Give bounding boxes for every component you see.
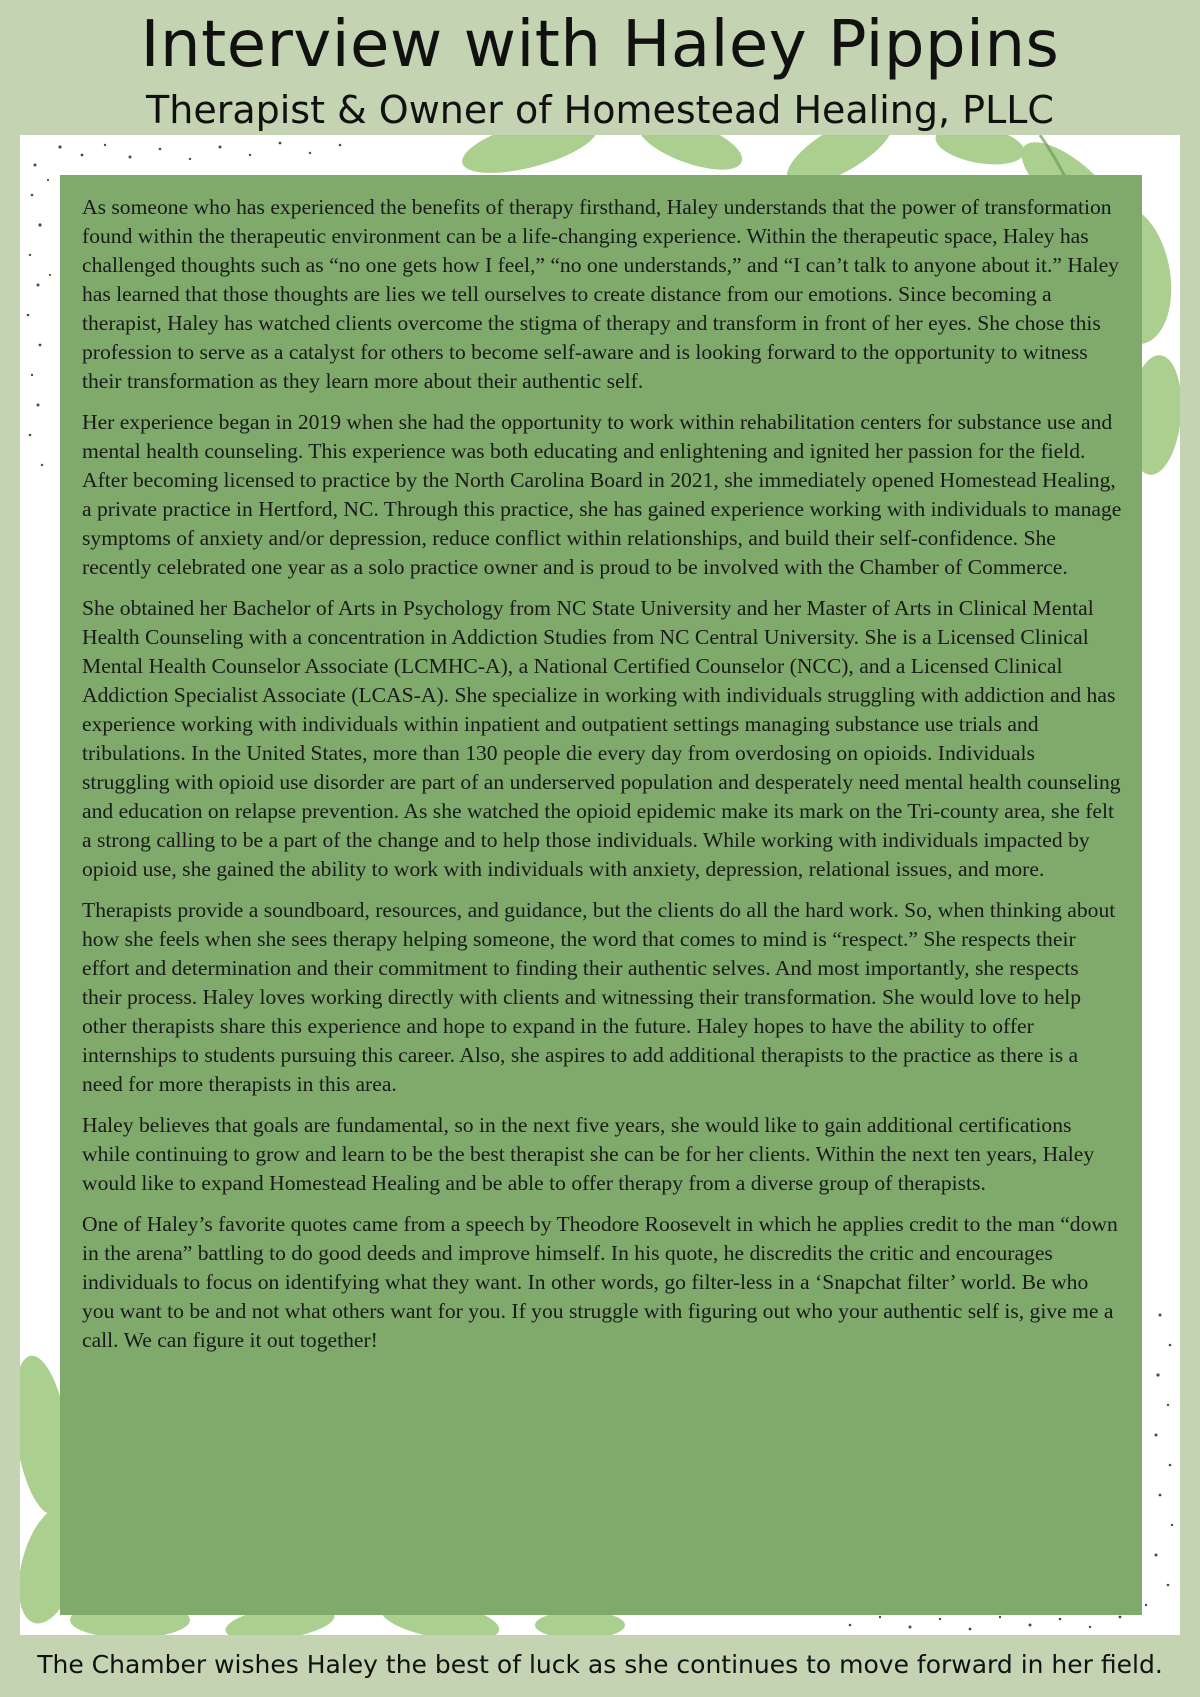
article-paragraph-2: Her experience began in 2019 when she had the opportunity to work within rehabilitation centers for substance use and mental health counseling. This experience was both educating and enlightening and ignited her passion for the field. After becoming licensed to practice by the North Carolina Board in 2021, she immediately opened Homestead Healing, a private practice in Hertford, NC. Through this practice, she has gained experience working with individuals to manage symptoms of anxiety and/or depression, reduce conflict within relationships, and build their self-confidence. She recently celebrated one year as a solo practice owner and is proud to be involved with the Chamber of Commerce. (82, 410, 1122, 579)
article-text-box (60, 175, 1142, 1615)
article-paragraph-1: As someone who has experienced the benefits of therapy firsthand, Haley understands that the power of transformation found within the therapeutic environment can be a life-changing experience. Within the therapeutic space, Haley has challenged thoughts such as “no one gets how I feel,” “no one understands,” and “I can’t talk to anyone about it.” Haley has learned that those thoughts are lies we tell ourselves to create distance from our emotions. Since becoming a therapist, Haley has watched clients overcome the stigma of therapy and transform in front of her eyes. She chose this profession to serve as a catalyst for others to become self-aware and is looking forward to the opportunity to witness their transformation as they learn more about their authentic self. (82, 195, 1119, 393)
article-panel (20, 135, 1180, 1635)
page-subtitle: Therapist & Owner of Homestead Healing, PLLC (146, 88, 1054, 132)
page-title: Interview with Haley Pippins (140, 8, 1060, 82)
article-paragraph-5: Haley believes that goals are fundamental, so in the next five years, she would like to gain additional certifications while continuing to grow and learn to be the best therapist she can be for her clients. Within the next ten years, Haley would like to expand Homestead Healing and be able to offer therapy from a diverse group of therapists. (82, 1113, 1095, 1195)
footer-message: The Chamber wishes Haley the best of luck as she continues to move forward in her field. (37, 1650, 1163, 1679)
article-paragraph-3: She obtained her Bachelor of Arts in Psychology from NC State University and her Master of Arts in Clinical Mental Health Counseling with a concentration in Addiction Studies from NC Central University. She is a Licensed Clinical Mental Health Counselor Associate (LCMHC-A), a National Certified Counselor (NCC), and a Licensed Clinical Addiction Specialist Associate (LCAS-A). She specialize in working with individuals struggling with addiction and has experience working with individuals within inpatient and outpatient settings managing substance use trials and tribulations. In the United States, more than 130 people die every day from overdosing on opioids. Individuals struggling with opioid use disorder are part of an underserved population and desperately need mental health counseling and education on relapse prevention. As she watched the opioid epidemic make its mark on the Tri-county area, she felt a strong calling to be a part of the change and to help those individuals. While working with individuals impacted by opioid use, she gained the ability to work with individuals with anxiety, depression, relational issues, and more. (82, 596, 1121, 881)
article-paragraph-6: One of Haley’s favorite quotes came from a speech by Theodore Roosevelt in which he applies credit to the man “down in the arena” battling to do good deeds and improve himself. In his quote, he discredits the critic and encourages individuals to focus on identifying what they want. In other words, go filter-less in a ‘Snapchat filter’ world. Be who you want to be and not what others want for you. If you struggle with figuring out who your authentic self is, give me a call. We can figure it out together! (82, 1212, 1118, 1352)
article-paragraph-4: Therapists provide a soundboard, resources, and guidance, but the clients do all the hard work. So, when thinking about how she feels when she sees therapy helping someone, the word that comes to mind is “respect.” She respects their effort and determination and their commitment to finding their authentic selves. And most importantly, she respects their process. Haley loves working directly with clients and witnessing their transformation. She would love to help other therapists share this experience and hope to expand in the future. Haley hopes to have the ability to offer internships to students pursuing this career. Also, she aspires to add additional therapists to the practice as there is a need for more therapists in this area. (82, 898, 1116, 1096)
